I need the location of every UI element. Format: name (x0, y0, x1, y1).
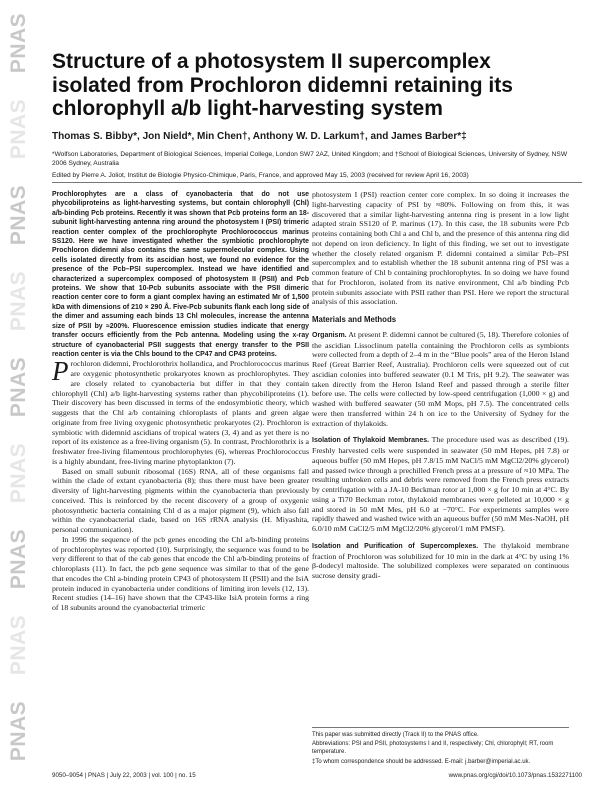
methods-supercomplexes-text: The thylakoid membrane fraction of Prochloron was solubilized for 10 min in the dark at 4°C by using 1% β-dodecyl maltoside. The solubilized complexes were separated on continuous sucrose density gradi- (312, 540, 569, 580)
methods-organism (312, 330, 569, 429)
methods-thylakoid-text: The procedure used was as described (19). Freshly harvested cells were suspended in seawater (50 mM Hepes, pH 7.8) or aqueous buffer (50 mM Hepes, pH 7.8/15 mM NaCl/5 mM MgCl2/20% glycerol) and passed twice through a prechilled French press at a pressure of ≈10 MPa. The resulting unbroken cells and debris were removed from the French press extracts by centrifugation with a JA-10 Beckman rotor at 1,000 × g for 10 min at 4°C. By using a Ti70 Beckman rotor, thylakoid membranes were pelleted at 10,000 × g and stored in 50 mM Mes, pH 6.0 at −70°C. For experiments samples were rapidly thawed and washed twice with an aqueous buffer (50 mM Mes-NaOH, pH 6.0/10 mM CaCl2/5 mM MgCl2/20% glycerol/1 mM PMSF). (312, 435, 569, 533)
affiliations: *Wolfson Laboratories, Department of Biological Sciences, Imperial College, London SW7 2AZ, United Kingdom; and †School of Biological Sciences, University of Sydney, NSW 2006 Sydney, Australia (52, 151, 568, 168)
pnas-banner-word: PNAS (7, 270, 31, 332)
pnas-side-banner (0, 0, 37, 785)
methods-supercomplexes (312, 541, 569, 581)
intro-paragraph-1 (52, 356, 309, 466)
footnotes (312, 727, 569, 767)
runin-heading-organism: Organism. (312, 331, 347, 339)
footer-citation: 9050–9054 | PNAS | July 22, 2003 | vol. 100 | no. 15 (52, 772, 196, 779)
left-column (52, 190, 309, 613)
runin-heading-supercomplexes: Isolation and Purification of Supercomplexes. (312, 542, 479, 550)
editorial-note: Edited by Pierre A. Joliot, Institut de Biologie Physico-Chimique, Paris, France, and approved May 15, 2003 (received for review April 16, 2003) (52, 172, 469, 179)
intro-paragraph-3-continued: photosystem I (PSI) reaction center core complex. In so doing it increases the light-harvesting capacity of PSI by ≈80%. Following on from this, it was discovered that a similar light-harvesting antenna ring is present in a low light adapted strain SS120 of P. marinus (17). In this case, the 18 subunits were Pcb proteins containing both Chl a and Chl b, and the presence of this antenna ring did not depend on iron deficiency. In light of this finding, we set out to investigate whether the closely related organism P. didemni contained a similar Pcb–PSI supercomplex and to establish whether the 18 subunit antenna ring of PSI was a common feature of Chl b containing prochlorophytes. In so doing we have found that for Prochloron, isolated from its native environment, Chl a/b binding Pcb protein subunits associate with PSII rather than PSI. Here we report the structural analysis of this association. (312, 190, 569, 307)
author-list: Thomas S. Bibby*, Jon Nield*, Min Chen†, Anthony W. D. Larkum†, and James Barber*‡ (52, 131, 467, 142)
runin-heading-thylakoid: Isolation of Thylakoid Membranes. (312, 437, 430, 445)
intro-paragraph-3: In 1996 the sequence of the pcb genes encoding the Chl a/b-binding proteins of prochlorophytes was reported (10). Surprisingly, the sequence was found to be very different to that of the cab genes that encode the Chl a/b-binding proteins of chloroplasts (11). In fact, the pcb gene sequence was similar to that of the gene that encodes the Chl a-binding protein CP43 of photosystem II (PSII) and the IsiA protein induced in cyanobacteria under conditions of limiting iron levels (12, 13). Recent studies (14–16) have shown that the CP43-like IsiA protein forms a ring of 18 subunits around the cyanobacterial trimeric (52, 534, 309, 613)
right-column (312, 190, 569, 581)
abstract: Prochlorophytes are a class of cyanobacteria that do not use phycobiliproteins as light-harvesting systems, but contain chlorophyll (Chl) a/b-binding Pcb proteins. Recently it was shown that Pcb proteins form an 18-subunit light-harvesting antenna ring around the photosystem I (PSI) trimeric reaction center complex of the prochlorophyte Prochlorococcus marinus SS120. Here we have investigated whether the symbiotic prochlorophyte Prochloron didemni also contains the same supermolecular complex. Using cells isolated directly from its ascidian host, we found no evidence for the presence of the Pcb–PSI supercomplex. Instead we have identified and characterized a supercomplex composed of photosystem II (PSII) and Pcb proteins. We show that 10-Pcb subunits associate with the PSII dimeric reaction center core to form a giant complex having an estimated Mr of 1,500 kDa with dimensions of 210 × 290 Å. Five-Pcb subunits flank each long side of the dimer and assuming each binds 13 Chl molecules, increase the antenna size of PSII by ≈200%. Fluorescence emission studies indicate that energy transfer occurs efficiently from the Pcb antenna. Modeling using the x-ray structure of cyanobacterial PSII suggests that energy transfer to the PSII reaction center is via the Chls bound to the CP47 and CP43 proteins. (52, 191, 309, 358)
methods-thylakoid (312, 435, 569, 534)
pnas-banner-word: PNAS (7, 12, 31, 74)
pnas-banner-word: PNAS (7, 614, 31, 676)
methods-organism-text: At present P. didemni cannot be cultured (5, 18). Therefore colonies of the ascidian Lissoclinum patella containing the Prochloron cells as symbionts were collected from a depth of 2–4 m in the “Blue pools” area of the Heron Island Reef (Great Barrier Reef, Australia). Prochloron cells were squeezed out of cut ascidian colonies into buffered seawater (0.1 M Tris, pH 9.2). The seawater was taken directly from the Heron Island Reef and passed through a sterile filter before use. The cells were collected by low-speed centrifugation (1,000 × g) and washed with buffered seawater (50 mM Mops, pH 7.5). The concentrated cells were then transferred within 24 h on ice to the University of Sydney for the extraction of thylakoids. (312, 329, 569, 428)
article-title: Structure of a photosystem II supercomplex isolated from Prochloron didemni retaining its chlorophyll a/b light-harvesting system (52, 50, 513, 120)
pnas-banner-word: PNAS (7, 356, 31, 418)
footer-doi-link[interactable]: www.pnas.org/cgi/doi/10.1073/pnas.1532271100 (448, 772, 582, 779)
footnote-correspondence: ‡To whom correspondence should be addressed. E-mail: j.barber@imperial.ac.uk. (312, 758, 531, 765)
pnas-banner-word: PNAS (7, 528, 31, 590)
pnas-banner-word: PNAS (7, 98, 31, 160)
header-divider (52, 182, 582, 183)
drop-cap: P (52, 356, 69, 387)
page-footer (52, 772, 582, 779)
pnas-banner-word: PNAS (7, 442, 31, 504)
pnas-banner-word: PNAS (7, 700, 31, 762)
footnote-abbreviations: Abbreviations: PSI and PSII, photosystems I and II, respectively; Chl, chlorophyll; RT, room temperature. (312, 741, 554, 756)
footnote-submission: This paper was submitted directly (Track II) to the PNAS office. (312, 732, 479, 738)
section-heading-methods: Materials and Methods (312, 315, 397, 324)
intro-paragraph-2: Based on small subunit ribosomal (16S) RNA, all of these organisms fall within the clade of extant cyanobacteria (8); thus there must have been greater diversity of light-harvesting pigments within the cyanobacteria than previously conceived. This is reinforced by the recent discovery of a group of oxygenic photosynthetic bacteria containing Chl d as a major pigment (9), which also fall within the cyanobacterial clade, based on 16S rRNA analysis (H. Miyashita, personal communication). (52, 466, 309, 535)
pnas-banner-word: PNAS (7, 184, 31, 246)
intro-paragraph-1-text: rochloron didemni, Prochlorothrix hollandica, and Prochlorococcus marinus are oxygenic photosynthetic prokaryotes known as prochlorophytes. They are closely related to cyanobacteria but differ in that they contain chlorophyll (Chl) a/b light-harvesting systems rather than phycobiliproteins (1). Their discovery has been discussed in terms of the endosymbiotic theory, which suggests that the Chl a/b containing chloroplasts of plants and green algae originate from free living oxygenic photosynthetic prokaryotes (2). Prochloron is symbiotic with didemnid ascidians of tropical waters (3, 4) and as yet there is no report of its existence as a free-living organism (5). In contrast, Prochlorothrix is a freshwater free-living filamentous prochlorophytes (6), whereas Prochlorococcus is a highly abundant, free-living marine phytoplankton (7). (52, 359, 309, 466)
